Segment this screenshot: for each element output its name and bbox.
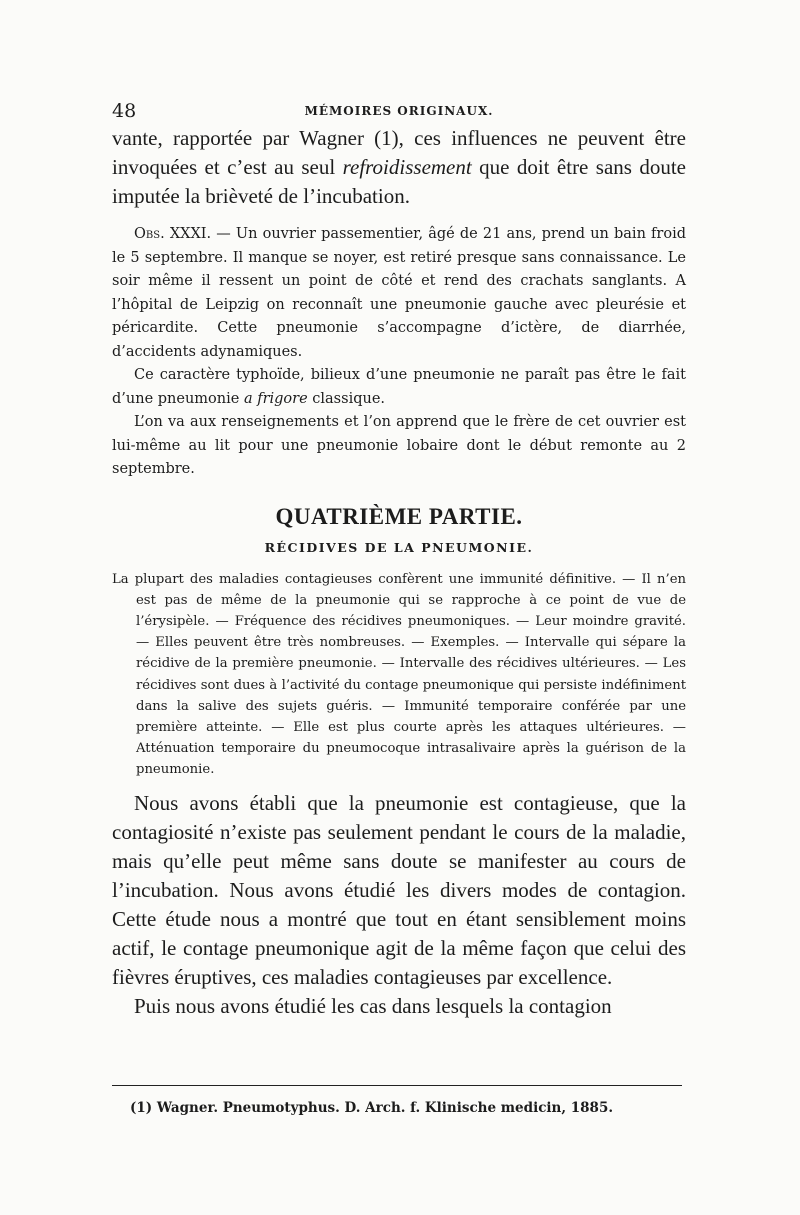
observation-text-1: — Un ouvrier passementier, âgé de 21 ans, prend un bain froid le 5 septembre. Il manque se noyer, est retiré presque sans connaissance. Le soir même il ressent un point de côté et rend des crachats sanglants. A l’hôpital de Leipzig on reconnaît une pneumonie gauche avec pleurésie et péricardite. Cette pneumonie s’accompagne d’ictère, de diarrhée, d’accidents adynamiques. [112,226,686,360]
observation-paragraph-3: L’on va aux renseignements et l’on apprend que le frère de cet ouvrier est lui-même au lit pour une pneumonie lobaire dont le début remonte au 2 septembre. [112,414,686,477]
observation-text-2-after: classique. [307,390,386,407]
footnote: (1) Wagner. Pneumotyphus. D. Arch. f. Klinische medicin, 1885. [130,1100,614,1116]
body-paragraph-1: Nous avons établi que la pneumonie est contagieuse, que la contagiosité n’existe pas seulement pendant le cours de la maladie, mais qu’elle peut même sans doute se manifester au cours de l’incubation. Nous avons étudié les divers modes de contagion. Cette étude nous a montré que tout en étant sensiblement moins actif, le contage pneumonique agit de la même façon que celui des fièvres éruptives, ces maladies contagieuses par excellence. [112,790,686,989]
page-number: 48 [112,100,137,122]
intro-text-before: vante, rapportée par Wagner (1), ces influences ne peuvent être invoquées et c’est au seul [112,126,686,179]
observation-paragraph-1 [112,223,686,364]
intro-text-after: que doit être sans doute imputée la brièveté de l’incubation. [112,155,687,208]
observation-text-2-before: Ce caractère typhoïde, bilieux d’une pneumonie ne paraît pas être le fait d’une pneumonie [112,367,686,407]
footnote-rule [112,1085,682,1086]
running-title: MÉMOIRES ORIGINAUX. [304,104,494,118]
running-head [112,98,686,124]
intro-paragraph [112,124,686,211]
chapter-summary: La plupart des maladies contagieuses confèrent une immunité définitive. — Il n’en est pas de même de la pneumonie qui se rapproche à ce point de vue de l’érysipèle. — Fréquence des récidives pneumoniques. — Leur moindre gravité. — Elles peuvent être très nombreuses. — Exemples. — Intervalle qui sépare la récidive de la première pneumonie. — Intervalle des récidives ultérieures. — Les récidives sont dues à l’activité du contage pneumonique qui persiste indéfiniment dans la salive des sujets guéris. — Immunité temporaire conférée par une première atteinte. — Elle est plus courte après les attaques ultérieures. — Atténuation temporaire du pneumocoque intrasalivaire après la guérison de la pneumonie. [112,571,686,778]
body-paragraph-2: Puis nous avons étudié les cas dans lesquels la contagion [134,993,612,1018]
observation-emphasis: a frigore [243,390,308,407]
observation-label: Obs. XXXI. [134,226,212,242]
intro-emphasis: refroidissement [342,155,472,179]
part-subtitle: RÉCIDIVES DE LA PNEUMONIE. [264,539,534,555]
part-title: QUATRIÈME PARTIE. [275,503,523,529]
page-content [112,98,686,1021]
observation-paragraph-2 [112,364,686,411]
